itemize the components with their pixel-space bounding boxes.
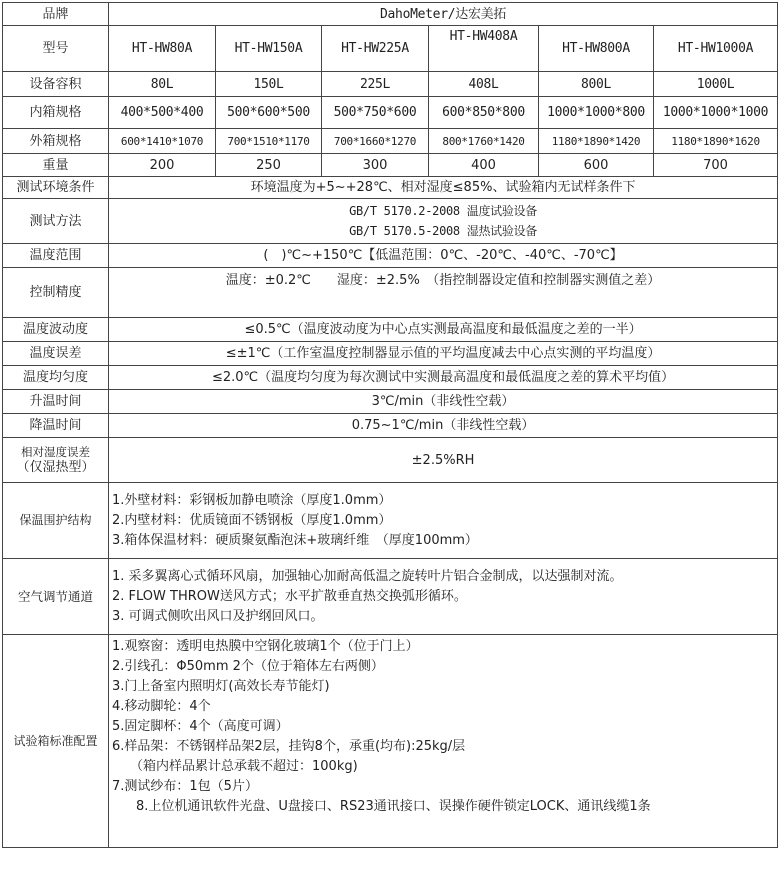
brand-value: DahoMeter/达宏美拓 [109,3,778,26]
env-value: 环境温度为+5~+28℃、相对湿度≤85%、试验箱内无试样条件下 [109,177,778,199]
error-value: ≤±1℃（工作室温度控制器显示值的平均温度减去中心点实测的平均温度） [109,342,778,366]
heating-label: 升温时间 [3,390,109,414]
capacity-label: 设备容积 [3,72,109,97]
cooling-label: 降温时间 [3,414,109,438]
config-label: 试验箱标准配置 [3,635,109,848]
inner-cell: 1000*1000*800 [539,97,654,129]
spec-table [2,2,778,848]
row-air [3,559,778,635]
brand-label: 品牌 [3,3,109,26]
list-item: 2.引线孔：Φ50mm 2个（位于箱体左右两侧） [112,659,384,674]
capacity-cell: 408L [429,72,539,97]
outer-cell: 1180*1890*1420 [539,129,654,154]
list-item: 3. 可调式侧吹出风口及护纲回风口。 [112,608,324,624]
inner-cell: 500*750*600 [322,97,429,129]
row-capacity [3,72,778,97]
method-line: GB/T 5170.5-2008 湿热试验设备 [349,224,537,238]
heating-value: 3℃/min（非线性空载） [109,390,778,414]
inner-cell: 500*600*500 [216,97,322,129]
humidity-error-label [3,438,109,483]
uniformity-value: ≤2.0℃（温度均匀度为每次测试中实测最高温度和最低温度之差的算术平均值） [109,366,778,390]
humidity-error-label-line: （仅湿热型） [16,460,95,475]
outer-cell: 800*1760*1420 [429,129,539,154]
weight-cell: 250 [216,154,322,177]
weight-cell: 400 [429,154,539,177]
model-cell: HT-HW408A [429,26,539,72]
method-label: 测试方法 [3,199,109,244]
model-cell: HT-HW225A [322,26,429,72]
row-cooling [3,414,778,438]
inner-cell: 400*500*400 [109,97,216,129]
list-item: 8.上位机通讯软件光盘、U盘接口、RS23通讯接口、误操作硬件锁定LOCK、通讯线缆1条 [136,799,651,814]
range-label: 温度范围 [3,244,109,268]
model-cell: HT-HW80A [109,26,216,72]
method-line: GB/T 5170.2-2008 温度试验设备 [349,204,537,218]
list-item: 5.固定脚杯：4个（高度可调） [112,719,289,734]
air-list [109,559,778,635]
row-env [3,177,778,199]
list-item: 3.箱体保温材料：硬质聚氨酯泡沫+玻璃纤维 （厚度100mm） [112,532,478,548]
list-item: 1.外壁材料：彩钢板加静电喷涂（厚度1.0mm） [112,492,392,508]
row-fluctuation [3,318,778,342]
row-precision [3,268,778,318]
list-item: 6.样品架：不锈钢样品架2层，挂钩8个，承重(均布):25kg/层 [112,739,466,754]
weight-cell: 700 [654,154,778,177]
row-uniformity [3,366,778,390]
outer-cell: 700*1660*1270 [322,129,429,154]
capacity-cell: 150L [216,72,322,97]
env-label: 测试环境条件 [3,177,109,199]
list-item: 7.测试纱布：1包（5片） [112,779,258,794]
precision-value: 温度：±0.2℃ 湿度：±2.5% （指控制器设定值和控制器实测值之差） [109,268,778,318]
list-item: 2. FLOW THROW送风方式；水平扩散垂直热交换弧形循环。 [112,588,467,604]
uniformity-label: 温度均匀度 [3,366,109,390]
outer-cell: 1180*1890*1620 [654,129,778,154]
air-label: 空气调节通道 [3,559,109,635]
model-label: 型号 [3,26,109,72]
list-item: 1.观察窗：透明电热膜中空钢化玻璃1个（位于门上） [112,639,419,654]
row-weight [3,154,778,177]
outer-cell: 700*1510*1170 [216,129,322,154]
inner-label: 内箱规格 [3,97,109,129]
row-brand [3,3,778,26]
precision-label: 控制精度 [3,268,109,318]
model-cell: HT-HW800A [539,26,654,72]
model-cell: HT-HW150A [216,26,322,72]
config-list [109,635,778,848]
humidity-error-label-line: 相对湿度误差 [21,445,90,459]
model-cell: HT-HW1000A [654,26,778,72]
inner-cell: 1000*1000*1000 [654,97,778,129]
list-item: 1. 采多翼离心式循环风扇，加强轴心加耐高低温之旋转叶片铝合金制成，以达强制对流。 [112,568,623,584]
list-item: 2.内壁材料：优质镜面不锈钢板（厚度1.0mm） [112,512,392,528]
insulation-label: 保温围护结构 [3,483,109,559]
cooling-value: 0.75~1℃/min（非线性空载） [109,414,778,438]
capacity-cell: 80L [109,72,216,97]
row-insulation [3,483,778,559]
row-inner [3,97,778,129]
row-range [3,244,778,268]
method-value [109,199,778,244]
humidity-error-value: ±2.5%RH [109,438,778,483]
weight-cell: 300 [322,154,429,177]
capacity-cell: 225L [322,72,429,97]
row-outer [3,129,778,154]
weight-cell: 600 [539,154,654,177]
weight-label: 重量 [3,154,109,177]
capacity-cell: 1000L [654,72,778,97]
list-item: （箱内样品累计总承载不超过：100kg) [130,759,358,774]
list-item: 3.门上备室内照明灯(高效长寿节能灯) [112,679,330,694]
row-heating [3,390,778,414]
fluctuation-value: ≤0.5℃（温度波动度为中心点实测最高温度和最低温度之差的一半） [109,318,778,342]
insulation-list [109,483,778,559]
outer-cell: 600*1410*1070 [109,129,216,154]
row-config [3,635,778,848]
outer-label: 外箱规格 [3,129,109,154]
inner-cell: 600*850*800 [429,97,539,129]
range-value: ( )℃~+150℃【低温范围：0℃、-20℃、-40℃、-70℃】 [109,244,778,268]
list-item: 4.移动脚轮：4个 [112,699,211,714]
capacity-cell: 800L [539,72,654,97]
weight-cell: 200 [109,154,216,177]
row-model [3,26,778,72]
error-label: 温度误差 [3,342,109,366]
row-method [3,199,778,244]
row-error [3,342,778,366]
fluctuation-label: 温度波动度 [3,318,109,342]
row-humidity-error [3,438,778,483]
